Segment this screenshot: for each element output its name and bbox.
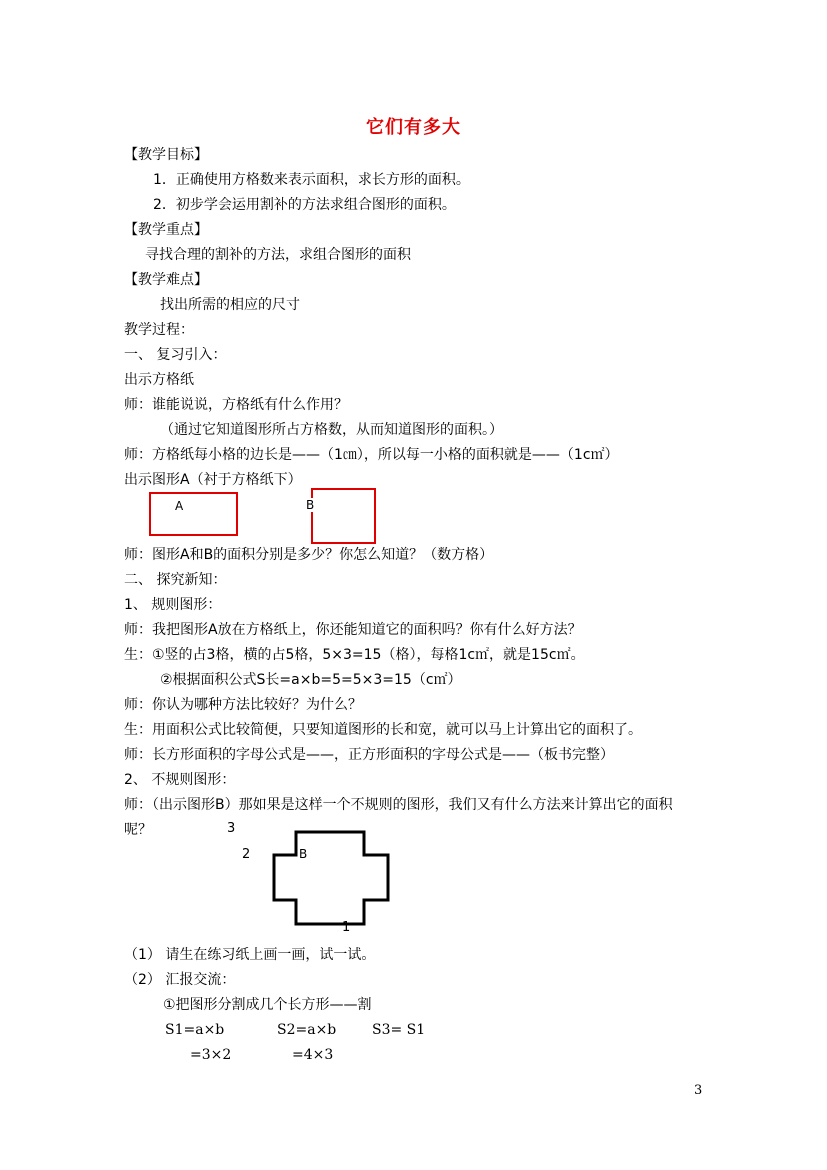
objective-2: 2．初步学会运用割补的方法求组合图形的面积。 [153,197,456,213]
line-teacher-q3: 师：图形A和B的面积分别是多少？你怎么知道？（数方格） [124,547,494,563]
process-heading: 教学过程： [124,322,194,338]
formula-s1-value: =3×2 [190,1047,232,1063]
section-review: 一、 复习引入： [124,347,227,363]
formula-s1: S1=a×b [165,1022,225,1038]
figure-b-rect [311,488,376,544]
line-teacher-q4: 师：我把图形A放在方格纸上，你还能知道它的面积吗？你有什么好方法？ [124,622,582,638]
difficulty-text: 找出所需的相应的尺寸 [160,297,300,313]
figure-a-label: A [175,499,184,513]
line-student-3: 生：用面积公式比较简便，只要知道图形的长和宽，就可以马上计算出它的面积了。 [124,722,642,738]
cross-shape-label: B [299,847,308,861]
line-teacher-q7: 师：（出示图形B）那如果是这样一个不规则的图形，我们又有什么方法来计算出它的面积 [124,797,673,813]
document-title: 它们有多大 [366,117,461,138]
line-teacher-q1: 师：谁能说说，方格纸有什么作用？ [124,397,348,413]
line-student-1: 生：①竖的占3格，横的占5格，5×3=15（格），每格1c㎡，就是15c㎡。 [124,647,585,663]
cross-shape-figure [270,830,395,930]
page-number: 3 [694,1083,703,1098]
step-2: （2） 汇报交流： [124,972,236,988]
heading-objectives: 【教学目标】 [124,147,208,163]
heading-keypoints: 【教学重点】 [124,222,208,238]
line-grid-paper: 出示方格纸 [124,372,194,388]
keypoint-text: 寻找合理的割补的方法，求组合图形的面积 [145,247,411,263]
cross-dim-left: 2 [242,847,251,862]
cross-shape-outline [274,832,388,924]
line-teacher-q2: 师：方格纸每小格的边长是——（1㎝），所以每一小格的面积就是——（1c㎡） [124,447,619,463]
cross-dim-top: 3 [227,821,236,836]
formula-s2: S2=a×b [277,1022,337,1038]
method-split: ①把图形分割成几个长方形——割 [163,997,372,1013]
section-explore: 二、 探究新知： [124,572,227,588]
objective-1: 1．正确使用方格数来表示面积，求长方形的面积。 [153,172,470,188]
figure-b-label: B [306,498,315,512]
line-student-2: ②根据面积公式S长=a×b=5=5×3=15（c㎡） [160,672,462,688]
figure-a-rect [149,492,238,536]
cross-dim-bottom: 1 [342,920,351,935]
line-answer-1: （通过它知道图形所占方格数，从而知道图形的面积。） [160,422,503,438]
line-teacher-q6: 师：长方形面积的字母公式是——，正方形面积的字母公式是——（板书完整） [124,747,614,763]
sub-irregular-shape: 2、 不规则图形： [124,772,236,788]
line-teacher-q7-cont: 呢？ [124,822,152,838]
formula-s3: S3= S1 [372,1022,426,1038]
step-1: （1） 请生在练习纸上画一画，试一试。 [124,947,376,963]
formula-s2-value: =4×3 [292,1047,334,1063]
line-show-figure-a: 出示图形A（衬于方格纸下） [124,472,302,488]
line-teacher-q5: 师：你认为哪种方法比较好？为什么？ [124,697,362,713]
sub-regular-shape: 1、 规则图形： [124,597,222,613]
heading-difficulties: 【教学难点】 [124,272,208,288]
